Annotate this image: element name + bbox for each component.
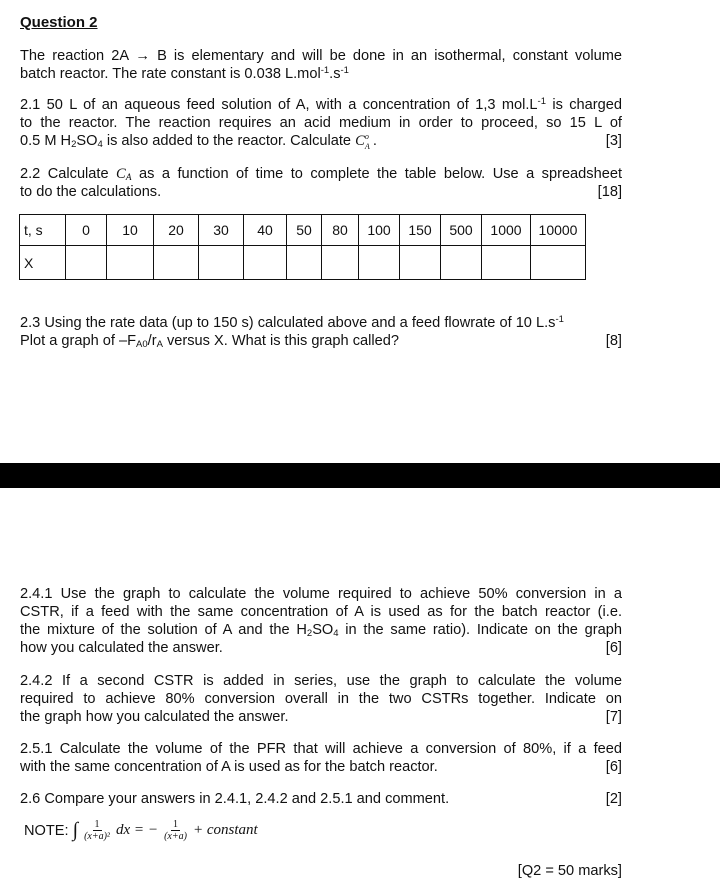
q2-2-line-2: to do the calculations. [18] — [20, 184, 622, 200]
table-cell — [287, 246, 322, 280]
q2-4-2-line-3: the graph how you calculated the answer. [7] — [20, 709, 622, 725]
question-2-3 — [20, 314, 622, 350]
table-cell: t, s — [20, 215, 66, 246]
reaction-arrow-icon: → — [135, 48, 150, 64]
table-cell — [441, 246, 482, 280]
q2-1-line-2: to the reactor. The reaction requires an acid medium in order to proceed, so 15 L of — [20, 115, 622, 131]
intro-paragraph — [20, 47, 622, 83]
table-cell: 10 — [107, 215, 154, 246]
question-2-4-2 — [20, 672, 622, 726]
q2-5-1-line-1: 2.5.1 Calculate the volume of the PFR that will achieve a conversion of 80%, if a feed — [20, 741, 622, 757]
table-cell — [244, 246, 287, 280]
table-cell: 500 — [441, 215, 482, 246]
table-cell: 100 — [359, 215, 400, 246]
table-cell — [199, 246, 244, 280]
table-cell — [482, 246, 531, 280]
question-2-5-1 — [20, 740, 622, 776]
fraction-integrand: $\frac{1}{\text{(x+a)²}}$ — [84, 819, 110, 842]
q2-1-line-1: 2.1 50 L of an aqueous feed solution of A, with a concentration of 1,3 $mol.L^{-1}$ is charged — [20, 96, 622, 113]
note-dx: dx = — [115, 822, 144, 838]
total-marks: [Q2 = 50 marks] — [517, 863, 622, 879]
conversion-table — [19, 214, 586, 280]
q2-2-line-1: 2.2 Calculate $C_A$ as a function of time to complete the table below. Use a spreadsheet — [20, 166, 622, 183]
table-cell — [359, 246, 400, 280]
q2-1-line-3: 0.5 M $H_2SO_4$ is also added to the reactor. Calculate C o A . [3] — [20, 131, 622, 151]
note-constant: + constant — [192, 822, 258, 838]
q2-5-1-marks: [6] — [605, 759, 622, 775]
table-cell: 0 — [66, 215, 107, 246]
table-cell: 80 — [322, 215, 359, 246]
table-cell — [531, 246, 586, 280]
note-label: NOTE: — [24, 822, 69, 839]
table-cell: X — [20, 246, 66, 280]
q2-6-line-1: 2.6 Compare your answers in 2.4.1, 2.4.2 and 2.5.1 and comment. [2] — [20, 791, 622, 807]
table-cell: 20 — [154, 215, 199, 246]
q2-3-line-2: Plot a graph of $-F_{A0}/r_A$ versus X. What is this graph called? [8] — [20, 333, 622, 350]
question-2-6 — [20, 790, 622, 808]
table-cell: 40 — [244, 215, 287, 246]
q2-2-marks: [18] — [597, 184, 622, 200]
question-title: Question 2 — [20, 14, 98, 31]
q2-4-1-marks: [6] — [605, 640, 622, 656]
table-row-time — [20, 215, 586, 246]
page-separator-bar — [0, 463, 720, 488]
q2-4-2-marks: [7] — [605, 709, 622, 725]
q2-1-marks: [3] — [605, 133, 622, 149]
q2-4-2-line-1: 2.4.2 If a second CSTR is added in series, use the graph to calculate the volume — [20, 673, 622, 689]
table-row-conversion — [20, 246, 586, 280]
table-cell: 1000 — [482, 215, 531, 246]
intro-line-2: batch reactor. The rate constant is 0.038 $L.mol^{-1}.s^{-1}$ — [20, 65, 349, 82]
table-cell — [322, 246, 359, 280]
q2-3-line-1: 2.3 Using the rate data (up to 150 s) calculated above and a feed flowrate of 10 $L.s^{-1}$ — [20, 314, 564, 331]
q2-4-1-line-3: the mixture of the solution of A and the $H_2SO_4$ in the same ratio). Indicate on the graph — [20, 622, 622, 639]
question-2-1 — [20, 96, 622, 150]
question-2-4-1 — [20, 585, 622, 657]
question-2-2 — [20, 165, 622, 201]
table-cell: 150 — [400, 215, 441, 246]
q2-4-2-line-2: required to achieve 80% conversion overall in the two CSTRs together. Indicate on — [20, 691, 622, 707]
intro-line-1: The reaction 2A → B is elementary and will be done in an isothermal, constant volume — [20, 48, 622, 64]
table-cell — [400, 246, 441, 280]
note-minus: − — [147, 822, 159, 838]
table-cell — [107, 246, 154, 280]
integral-note — [24, 819, 258, 842]
fraction-result: $\frac{1}{(x+a)}$ — [164, 819, 187, 842]
q2-4-1-line-4: how you calculated the answer. [6] — [20, 640, 622, 656]
table-cell: 30 — [199, 215, 244, 246]
table-cell — [66, 246, 107, 280]
q2-4-1-line-2: CSTR, if a feed with the same concentration of A is used as for the batch reactor (i.e. — [20, 604, 622, 620]
integral-symbol-icon: ∫ — [72, 819, 79, 841]
table-cell: 50 — [287, 215, 322, 246]
q2-3-marks: [8] — [605, 333, 622, 349]
c-a-symbol: $C_A$ — [116, 166, 132, 183]
q2-6-marks: [2] — [605, 791, 622, 807]
q2-5-1-line-2: with the same concentration of A is used as for the batch reactor. [6] — [20, 759, 622, 775]
c-a-zero-symbol: C o A — [355, 131, 370, 151]
q2-4-1-line-1: 2.4.1 Use the graph to calculate the volume required to achieve 50% conversion in a — [20, 586, 622, 602]
table-cell: 10000 — [531, 215, 586, 246]
table-cell — [154, 246, 199, 280]
